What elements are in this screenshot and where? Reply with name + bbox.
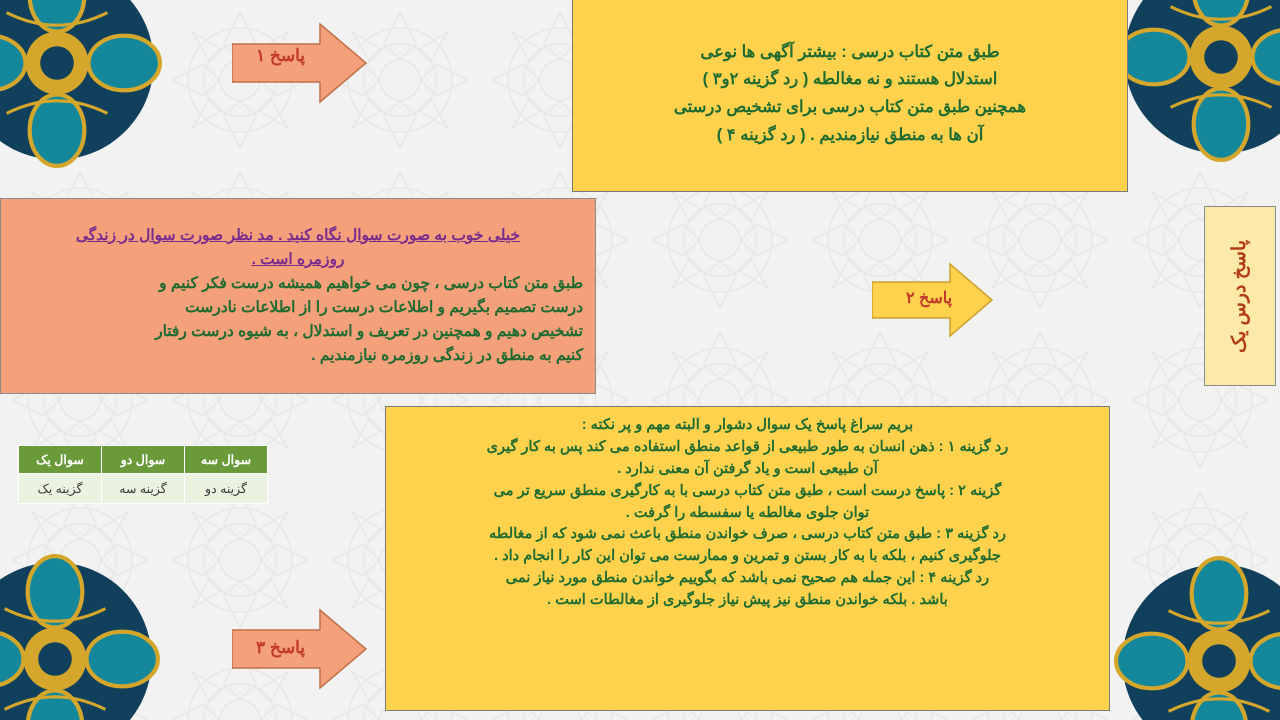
answer-2-line-2: روزمره است .	[251, 250, 345, 268]
answer-3-line-1: بریم سراغ پاسخ یک سوال دشوار و البته مهم و پر نکته :	[581, 417, 914, 433]
answer-3-line-2: رد گزینه ۱ : ذهن انسان به طور طبیعی از قواعد منطق استفاده می کند پس به کار گیری	[486, 438, 1009, 455]
corner-ornament-icon	[0, 554, 160, 720]
answer-3-label: پاسخ ۳	[256, 638, 305, 657]
answer-2-body-line-3: تشخیص دهیم و همچنین در تعریف و استدلال ، به شیوه درست رفتار	[155, 323, 583, 341]
answer-1-label: پاسخ ۱	[256, 46, 305, 65]
answer-1-line-3: همچنین طبق متن کتاب درسی برای تشخیص درستی	[673, 98, 1027, 116]
answer-3-line-8: رد گزینه ۴ : این جمله هم صحیح نمی باشد که بگوییم خواندن منطق مورد نیاز نمی	[505, 570, 990, 587]
table-row	[19, 474, 268, 504]
corner-ornament-icon	[0, 0, 162, 168]
lesson-title-text: پاسخ درس یک	[1229, 239, 1251, 353]
answer-1-line-1: طبق متن کتاب درسی : بیشتر آگهی ها نوعی	[700, 42, 1000, 61]
answer-2-line-1: خیلی خوب به صورت سوال نگاه کنید . مد نظر صورت سوال در زندگی	[75, 226, 521, 244]
answer-2-body-line-1: طبق متن کتاب درسی ، چون می خواهیم همیشه درست فکر کنیم و	[159, 274, 583, 292]
table-header-cell-3: سوال یک	[19, 446, 102, 474]
answer-2-body-line-2: درست تصمیم بگیریم و اطلاعات درست را از اطلاعات نادرست	[185, 299, 583, 316]
table-header-row	[19, 446, 268, 474]
answer-1-line-2: استدلال هستند و نه مغالطه ( رد گزینه ۲و۳ )	[702, 70, 998, 89]
answer-3-line-3: آن طبیعی است و یاد گرفتن آن معنی ندارد .	[617, 460, 878, 477]
table-cell-2: گزینه سه	[102, 474, 185, 504]
answers-summary-table	[18, 445, 268, 504]
corner-ornament-icon	[1114, 556, 1280, 720]
answer-2-label: پاسخ ۲	[906, 290, 953, 307]
answer-3-line-4: گزینه ۲ : پاسخ درست است ، طبق متن کتاب درسی با به کارگیری منطق سریع تر می	[493, 482, 1002, 499]
table-cell-1: گزینه دو	[185, 474, 268, 504]
table-header-cell-2: سوال دو	[102, 446, 185, 474]
table-header-cell-1: سوال سه	[185, 446, 268, 474]
answer-1-text-box	[572, 0, 1128, 192]
corner-ornament-icon	[1116, 0, 1280, 162]
answer-3-line-6: رد گزینه ۳ : طبق متن کتاب درسی ، صرف خواندن منطق باعث نمی شود که از مغالطه	[488, 526, 1007, 543]
answer-2-text-box	[0, 198, 596, 394]
answer-3-line-5: توان جلوی مغالطه یا سفسطه را گرفت .	[625, 504, 870, 521]
table-cell-3: گزینه یک	[19, 474, 102, 504]
lesson-title-vertical-box	[1204, 206, 1276, 386]
answer-3-line-9: باشد . بلکه خواندن منطق نیز پیش نیاز جلوگیری از مغالطات است .	[547, 592, 948, 609]
answer-2-body-line-4: کنیم به منطق در زندگی روزمره نیازمندیم .	[311, 347, 583, 365]
answer-3-text-box	[385, 406, 1110, 711]
answer-1-line-4: آن ها به منطق نیازمندیم . ( رد گزینه ۴ )	[716, 125, 984, 144]
answer-3-line-7: جلوگیری کنیم ، بلکه با به کار بستن و تمرین و ممارست می توان این کار را انجام داد .	[493, 548, 1001, 565]
